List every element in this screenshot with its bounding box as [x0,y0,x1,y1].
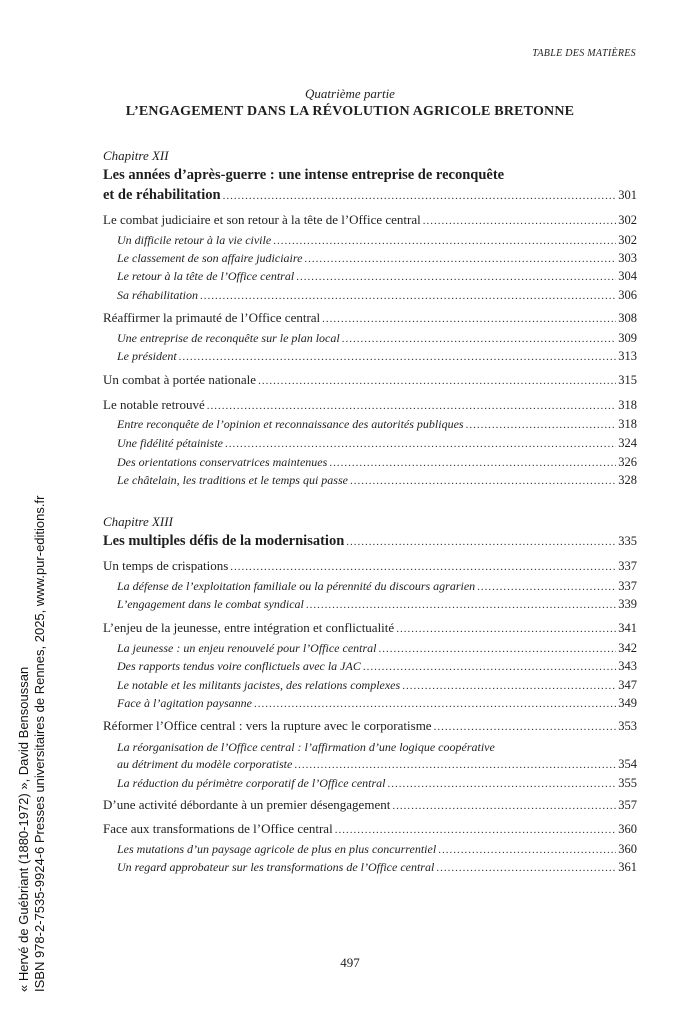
page-ref: 315 [618,373,637,387]
page-ref: 360 [618,842,637,856]
page-ref: 357 [618,798,637,812]
page-ref: 318 [618,398,637,412]
page-ref: 306 [618,288,637,302]
toc-subsection[interactable] [117,251,637,266]
toc-label: Un temps de crispations [103,558,229,573]
toc-subsection[interactable] [117,349,637,364]
toc-section[interactable] [103,821,637,837]
toc-subsection[interactable] [117,436,637,451]
dot-leader [335,824,617,836]
page-ref: 302 [618,213,637,227]
toc-label: Les mutations d’un paysage agricole de plus en plus concurrentiel [117,842,437,856]
dot-leader [322,313,616,325]
toc-subsection[interactable] [117,641,637,656]
toc-label: Le retour à la tête de l’Office central [117,269,295,283]
chapter-13-title: Les multiples défis de la modernisation [103,533,345,549]
toc-subsection-line1[interactable]: La réorganisation de l’Office central : l’affirmation d’une logique coopérative [117,740,495,754]
toc-label: Entre reconquête de l’opinion et reconnaissance des autorités publiques [117,417,464,431]
page-ref: 337 [618,559,637,573]
page-ref: 339 [618,597,637,611]
toc-subsection[interactable] [117,757,637,772]
toc-label: Face aux transformations de l’Office central [103,821,333,836]
dot-leader [363,661,616,673]
dot-leader [434,721,617,733]
toc-subsection[interactable] [117,417,637,432]
dot-leader [436,862,616,874]
toc-label: La jeunesse : un enjeu renouvelé pour l’Office central [117,641,377,655]
toc-subsection[interactable] [117,860,637,875]
page-ref: 303 [618,251,637,265]
toc-label: Le classement de son affaire judiciaire [117,251,303,265]
page-ref: 302 [618,233,637,247]
chapter-12-title-entry[interactable] [103,187,637,204]
dot-leader [392,800,616,812]
chapter-12-title-line2: et de réhabilitation [103,187,221,203]
toc-label: Le notable retrouvé [103,397,205,412]
toc-label: L’engagement dans le combat syndical [117,597,304,611]
dot-leader [350,475,616,487]
toc-section[interactable] [103,310,637,326]
dot-leader [306,599,616,611]
page-ref: 361 [618,860,637,874]
toc-subsection[interactable] [117,331,637,346]
dot-leader [258,375,616,387]
page-ref: 337 [618,579,637,593]
toc-label: L’enjeu de la jeunesse, entre intégration et conflictualité [103,620,395,635]
page-ref: 347 [618,678,637,692]
page-ref: 309 [618,331,637,345]
toc-subsection[interactable] [117,678,637,693]
toc-subsection[interactable] [117,269,637,284]
toc-label: Réformer l’Office central : vers la rupture avec le corporatisme [103,718,432,733]
page-number: 497 [340,955,360,970]
chapter-13-title-entry[interactable] [103,533,637,550]
dot-leader [296,271,616,283]
toc-label: au détriment du modèle corporatiste [117,757,293,771]
toc-subsection[interactable] [117,455,637,470]
toc-section[interactable] [103,372,637,388]
dot-leader [179,351,617,363]
toc-subsection[interactable] [117,696,637,711]
page-ref: 342 [618,641,637,655]
toc-label: Le combat judiciaire et son retour à la tête de l’Office central [103,212,421,227]
dot-leader [230,561,616,573]
dot-leader [438,844,616,856]
part-title: L’ENGAGEMENT DANS LA RÉVOLUTION AGRICOLE BRETONNE [125,104,575,119]
toc-label: Le président [117,349,177,363]
page-ref: 335 [618,534,637,548]
dot-leader [388,778,617,790]
dot-leader [477,581,616,593]
page-ref: 304 [618,269,637,283]
toc-label: Des rapports tendus voire conflictuels avec la JAC [117,659,361,673]
page-ref: 313 [618,349,637,363]
page-ref: 328 [618,473,637,487]
chapter-12-title-line1: Les années d’après-guerre : une intense entreprise de reconquête [103,167,505,183]
toc-section[interactable] [103,620,637,636]
toc-label: Face à l’agitation paysanne [117,696,252,710]
part-label: Quatrième partie [305,86,395,101]
dot-leader [225,438,616,450]
page-ref: 349 [618,696,637,710]
dot-leader [396,623,616,635]
page-ref: 324 [618,436,637,450]
page-ref: 326 [618,455,637,469]
page-ref: 353 [618,719,637,733]
toc-subsection[interactable] [117,776,637,791]
page-ref: 318 [618,417,637,431]
page-ref: 354 [618,757,637,771]
toc-section[interactable] [103,558,637,574]
dot-leader [304,253,616,265]
toc-label: Des orientations conservatrices maintenues [117,455,328,469]
dot-leader [423,215,617,227]
toc-label: Sa réhabilitation [117,288,198,302]
chapter-13-label: Chapitre XIII [103,514,173,529]
chapter-12-label: Chapitre XII [103,148,169,163]
toc-label: Réaffirmer la primauté de l’Office central [103,310,321,325]
toc-subsection[interactable] [117,579,637,594]
page-ref: 341 [618,621,637,635]
toc-label: Un difficile retour à la vie civile [117,233,272,247]
toc-section[interactable] [103,212,637,228]
dot-leader [200,290,616,302]
citation-line-2: ISBN 978-2-7535-9924-6 Presses universitaires de Rennes, 2025, www.pur-editions.fr [32,495,47,992]
toc-section[interactable] [103,397,637,413]
toc-subsection[interactable] [117,288,637,303]
citation-line-1: « Hervé de Guébriant (1880-1972) », David Bensoussan [16,666,31,992]
dot-leader [223,190,617,202]
page-ref: 308 [618,311,637,325]
toc-label: Une entreprise de reconquête sur le plan local [117,331,340,345]
toc-label: Un regard approbateur sur les transformations de l’Office central [117,860,435,874]
dot-leader [273,235,616,247]
dot-leader [346,536,616,548]
toc-subsection[interactable] [117,473,637,488]
dot-leader [254,698,616,710]
toc-label: Le châtelain, les traditions et le temps qui passe [117,473,348,487]
toc-subsection[interactable] [117,233,637,248]
dot-leader [378,643,616,655]
page-ref: 301 [618,188,637,202]
toc-label: La défense de l’exploitation familiale ou la pérennité du discours agrarien [117,579,476,593]
page-ref: 360 [618,822,637,836]
dot-leader [294,759,616,771]
toc-subsection[interactable] [117,659,637,674]
toc-subsection[interactable] [117,842,637,857]
dot-leader [329,457,616,469]
dot-leader [466,419,617,431]
running-header: TABLE DES MATIÈRES [532,48,636,59]
dot-leader [207,400,616,412]
toc-label: La réduction du périmètre corporatif de l’Office central [117,776,386,790]
toc-subsection[interactable] [117,597,637,612]
toc-section[interactable] [103,797,637,813]
dot-leader [402,680,616,692]
toc-label: Un combat à portée nationale [103,372,257,387]
toc-section[interactable] [103,718,637,734]
page-ref: 343 [618,659,637,673]
toc-label: Une fidélité pétainiste [117,436,223,450]
toc-label: Le notable et les militants jacistes, des relations complexes [117,678,401,692]
dot-leader [342,333,617,345]
toc-label: D’une activité débordante à un premier désengagement [103,797,391,812]
page-ref: 355 [618,776,637,790]
